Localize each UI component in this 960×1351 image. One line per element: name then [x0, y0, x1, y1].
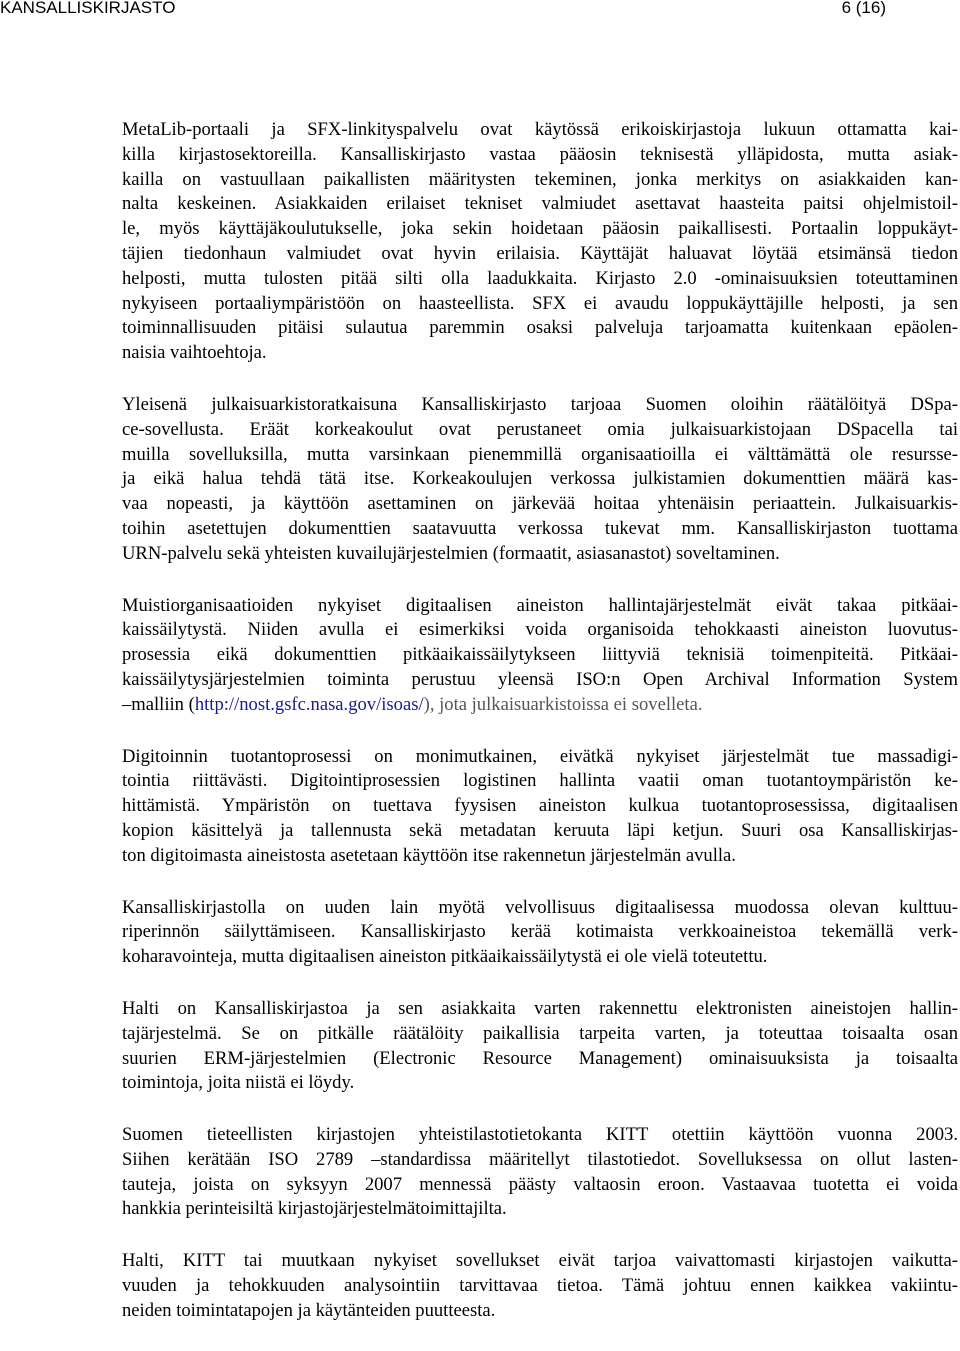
text-line: toimintoja, joita niistä ei löydy.: [122, 1072, 355, 1094]
text-line: Digitoinnin tuotantoprosessi on monimutkainen, eivätkä nykyiset järjestelmät tue massadigi-: [122, 745, 958, 767]
text-line: neiden toimintatapojen ja käytänteiden puutteesta.: [122, 1299, 496, 1321]
paragraph-5: [122, 896, 958, 970]
text-line: kaissäilytystä. Niiden avulla ei esimerkiksi voida organisoida tehokkaasti aineiston luovutus-: [122, 619, 958, 641]
text-line: ja eikä halua tehdä tätä itse. Korkeakoulujen verkossa julkistamien dokumenttien määrä kas-: [122, 468, 958, 490]
text-line: Halti on Kansalliskirjastoa ja sen asiakkaita varten rakennettu elektronisten aineistojen hallin-: [122, 997, 958, 1019]
text-line: Kansalliskirjastolla on uuden lain myötä velvollisuus digitaalisessa muodossa olevan kulttuu-: [122, 896, 958, 918]
text-line: helposti, mutta tulosten pitää silti olla laadukkaita. Kirjasto 2.0 -ominaisuuksien toteuttaminen: [122, 267, 958, 289]
paragraph-7: [122, 1123, 958, 1222]
text-line: killa kirjastosektoreilla. Kansalliskirjasto vastaa pääosin teknisestä ylläpidosta, mutta asiak-: [122, 143, 958, 165]
paragraph-2: [122, 393, 958, 567]
paragraph-6: [122, 997, 958, 1096]
document-title: KANSALLISKIRJASTO: [0, 0, 176, 17]
text-line: le, myös käyttäjäkoulutukselle, joka sekin hoidetaan pääosin paikallisesti. Portaalin loppukäyt-: [122, 218, 958, 240]
oais-link[interactable]: http://nost.gsfc.nasa.gov/isoas/: [194, 693, 424, 715]
text-line: kaissäilytysjärjestelmien toiminta perustuu yleensä ISO:n Open Archival Information System: [122, 668, 958, 690]
text-line: toihin asetettujen dokumenttien saatavuutta verkossa tukevat mm. Kansalliskirjaston tuottama: [122, 517, 958, 539]
text-line: kailla on vastuullaan paikallisten määritysten tekeminen, jonka merkitys on asiakkaiden kan-: [122, 168, 958, 190]
text-line: hankkia perinteisiltä kirjastojärjestelmätoimittajilta.: [122, 1198, 507, 1220]
text-line: suurien ERM-järjestelmien (Electronic Resource Management) ominaisuuksista ja toisaalta: [122, 1047, 958, 1069]
text-line: tajärjestelmä. Se on pitkälle räätälöity paikallisia tarpeita varten, ja toteuttaa toisaalta osan: [122, 1022, 958, 1044]
text-line: Siihen kerätään ISO 2789 –standardissa määritellyt tilastotiedot. Sovelluksessa on ollut lasten-: [122, 1148, 958, 1170]
text-line: prosessia eikä dokumenttien pitkäaikaissäilytykseen liittyviä teknisiä toimenpiteitä. Pitkäai-: [122, 644, 958, 666]
text-line: URN-palvelu sekä yhteisten kuvailujärjestelmien (formaatit, asiasanastot) soveltaminen.: [122, 542, 780, 564]
text-line: MetaLib-portaali ja SFX-linkityspalvelu ovat käytössä erikoiskirjastoja lukuun ottamatta kai-: [122, 119, 958, 140]
page-number: 6 (16): [841, 0, 886, 17]
text-line: Halti, KITT tai muutkaan nykyiset sovellukset eivät tarjoa vaivattomasti kirjastojen vaikutta-: [122, 1250, 958, 1272]
text-line-with-link: [122, 693, 958, 718]
text-line: toiminnallisuuden pitäisi sulautua paremmin osaksi palveluja tarjoamatta kuitenkaan epäolen-: [122, 317, 958, 339]
text-line: Muistiorganisaatioiden nykyiset digitaalisen aineiston hallintajärjestelmät eivät takaa pitkäai-: [122, 594, 958, 616]
text-line: hittämistä. Ympäristön on tuettava fyysisen aineiston kulkua tuotantoprosessissa, digitaalisen: [122, 795, 958, 817]
text-line: naisia vaihtoehtoja.: [122, 342, 267, 364]
text-line: nykyiseen portaaliympäristöön on haasteellista. SFX ei avaudu loppukäyttäjille helposti, ja sen: [122, 292, 958, 314]
document-body: [122, 118, 958, 1351]
paragraph-1: [122, 118, 958, 366]
text-line: Suomen tieteellisten kirjastojen yhteistilastotietokanta KITT otettiin käyttöön vuonna 2003.: [122, 1124, 958, 1146]
page-header: [0, 0, 960, 20]
text-line: vuuden ja tehokkuuden analysointiin tarvittavaa tietoa. Tämä johtuu ennen kaikkea vakiintu-: [122, 1275, 958, 1297]
text-line: koharavointeja, mutta digitaalisen aineiston pitkäaikaissäilytystä ei ole vielä toteutettu.: [122, 946, 768, 968]
text-line: muilla sovelluksilla, mutta varsinkaan pienemmillä organisaatioilla ei välttämättä ole resursse-: [122, 443, 958, 465]
text-line: riperinnön säilyttämiseen. Kansalliskirjasto kerää kotimaista verkkoaineistoa tekemällä verk-: [122, 921, 958, 943]
link-prefix: –malliin (: [122, 693, 195, 715]
paragraph-4: [122, 745, 958, 869]
text-line: tointia riittävästi. Digitointiprosessien logistinen hallinta vaatii oman tuotantoympäristön ke-: [122, 770, 958, 792]
text-line: vaa nopeasti, ja käyttöön asettaminen on järkevää hoitaa yhtenäisin periaattein. Julkaisuarkis-: [122, 493, 958, 515]
text-line: Yleisenä julkaisuarkistoratkaisuna Kansalliskirjasto tarjoaa Suomen oloihin räätälöityä DSpa-: [122, 393, 958, 415]
text-line: ce-sovellusta. Eräät korkeakoulut ovat perustaneet omia julkaisuarkistojaan DSpacella tai: [122, 418, 958, 440]
text-line: nalta keskeinen. Asiakkaiden erilaiset tekniset valmiudet asettavat haasteita paitsi ohjelmistoil-: [122, 193, 958, 215]
text-line: kopion käsittelyä ja tallennusta sekä metadatan keruuta läpi ketjun. Suuri osa Kansalliskirjas-: [122, 819, 958, 841]
paragraph-3: [122, 594, 958, 718]
text-line: täjien tiedonhaun valmiudet ovat hyvin erilaisia. Käyttäjät haluavat löytää etsimänsä tiedon: [122, 242, 958, 264]
paragraph-8: [122, 1249, 958, 1323]
link-suffix: ), jota julkaisuarkistoissa ei sovelleta.: [423, 693, 703, 715]
text-line: tauteja, joista on syksyyn 2007 mennessä päästy valtaosin eroon. Vastaavaa tuotetta ei voida: [122, 1173, 958, 1195]
text-line: ton digitoimasta aineistosta asetetaan käyttöön itse rakennetun järjestelmän avulla.: [122, 844, 736, 866]
